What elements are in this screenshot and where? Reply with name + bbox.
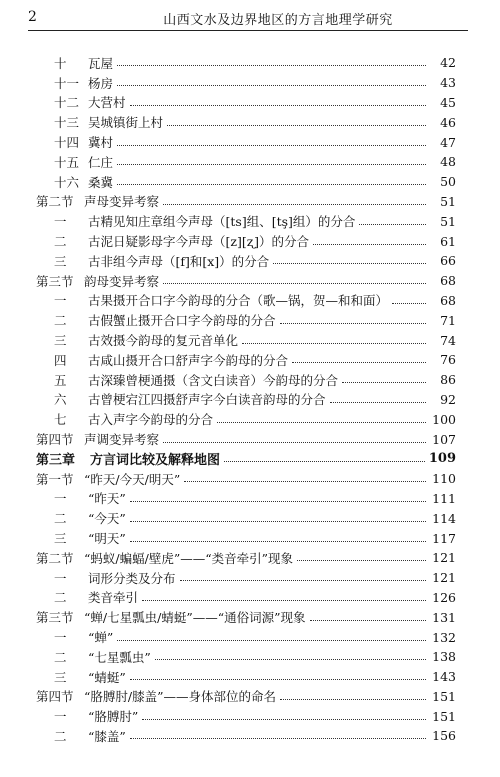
toc-entry-page: 76 [440,352,456,368]
toc-entry-number: 十三 [54,115,80,131]
toc-entry-number: 二 [54,234,67,250]
toc-subsection-entry[interactable] [36,330,456,350]
toc-entry-title: “蚂蚁/蝙蝠/壁虎”——“类音牵引”现象 [84,550,293,566]
dot-leader [297,560,426,561]
toc-entry-number: 一 [54,491,67,507]
dot-leader [217,422,426,423]
toc-entry-number: 一 [54,293,67,309]
dot-leader [130,679,426,680]
dot-leader [117,164,426,165]
toc-entry-title: “今天” [88,511,126,527]
toc-entry-number: 第三章 [36,453,76,469]
toc-entry-page: 50 [440,174,456,190]
toc-entry-page: 107 [432,431,456,447]
toc-entry-title: “昨天” [88,491,126,507]
toc-entry-number: 一 [54,214,67,230]
toc-entry-number: 十四 [54,135,80,151]
toc-entry-number: 第三节 [36,273,74,289]
toc-entry-title: 韵母变异考察 [84,273,160,289]
toc-entry-number: 十六 [54,174,80,190]
toc-entry-number: 三 [54,531,67,547]
toc-entry-number: 第三节 [36,610,74,626]
toc-entry-number: 二 [54,728,67,744]
toc-subsection-entry[interactable] [36,647,456,667]
dot-leader [163,442,426,443]
toc-entry-page: 117 [432,530,456,546]
toc-entry-title: 古曾梗宕江四摄舒声字今白读音韵母的分合 [88,392,326,408]
dot-leader [280,699,426,700]
dot-leader [184,481,426,482]
toc-entry-page: 43 [440,75,456,91]
dot-leader [130,738,426,739]
dot-leader [359,224,426,225]
toc-section-entry[interactable] [36,687,456,707]
dot-leader [142,600,426,601]
table-of-contents [36,53,456,746]
dot-leader [130,501,426,502]
dot-leader [167,125,426,126]
toc-entry-page: 156 [432,728,456,744]
dot-leader [313,244,426,245]
toc-entry-number: 十五 [54,154,80,170]
dot-leader [280,323,426,324]
toc-entry-page: 74 [440,332,456,348]
toc-entry-title: 声调变异考察 [84,432,160,448]
dot-leader [330,402,426,403]
toc-entry-title: 古非组今声母（[f]和[x]）的分合 [88,253,270,269]
dot-leader [292,362,426,363]
toc-entry-page: 111 [432,490,456,506]
toc-entry-page: 66 [440,253,456,269]
toc-entry-title: “蝉/七星瓢虫/蜻蜓”——“通俗词源”现象 [84,610,306,626]
dot-leader [273,263,426,264]
toc-entry-page: 68 [440,292,456,308]
toc-entry-number: 十二 [54,95,80,111]
running-title: 山西文水及边界地区的方言地理学研究 [163,13,393,28]
toc-entry-page: 51 [440,193,456,209]
dot-leader [180,580,426,581]
toc-entry-number: 三 [54,669,67,685]
toc-entry-title: 词形分类及分布 [88,570,176,586]
toc-entry-number: 第二节 [36,194,74,210]
toc-subsection-entry[interactable] [36,409,456,429]
toc-subsection-entry[interactable] [36,172,456,192]
dot-leader [130,105,426,106]
toc-section-entry[interactable] [36,469,456,489]
toc-subsection-entry[interactable] [36,489,456,509]
toc-subsection-entry[interactable] [36,132,456,152]
toc-entry-title: 古效摄今韵母的复元音单化 [88,333,239,349]
toc-entry-page: 138 [432,649,456,665]
toc-entry-title: 古假蟹止摄开合口字今韵母的分合 [88,313,276,329]
page-number: 2 [28,9,37,25]
toc-entry-page: 71 [440,312,456,328]
toc-chapter-entry[interactable] [36,449,456,469]
toc-subsection-entry[interactable] [36,528,456,548]
toc-entry-number: 十一 [54,75,80,91]
toc-entry-number: 七 [54,412,67,428]
dot-leader [117,184,426,185]
toc-entry-number: 一 [54,709,67,725]
toc-entry-number: 二 [54,313,67,329]
toc-entry-title: 仁庄 [88,154,114,170]
toc-entry-title: 古咸山摄开合口舒声字今韵母的分合 [88,352,289,368]
toc-subsection-entry[interactable] [36,152,456,172]
toc-entry-page: 42 [440,55,456,71]
toc-entry-title: 冀村 [88,135,114,151]
dot-leader [163,283,426,284]
toc-subsection-entry[interactable] [36,211,456,231]
toc-entry-title: 杨房 [88,75,114,91]
toc-entry-number: 一 [54,570,67,586]
dot-leader [130,521,426,522]
toc-subsection-entry[interactable] [36,726,456,746]
toc-subsection-entry[interactable] [36,291,456,311]
dot-leader [117,85,426,86]
dot-leader [224,461,425,462]
toc-section-entry[interactable] [36,607,456,627]
toc-entry-title: “蜻蜓” [88,669,126,685]
toc-entry-title: “明天” [88,531,126,547]
toc-subsection-entry[interactable] [36,390,456,410]
toc-subsection-entry[interactable] [36,370,456,390]
toc-entry-page: 121 [432,570,456,586]
toc-entry-title: 吴城镇街上村 [88,115,164,131]
dot-leader [117,640,426,641]
dot-leader [163,204,426,205]
toc-entry-page: 126 [432,589,456,605]
toc-entry-page: 131 [432,609,456,625]
toc-entry-number: 一 [54,630,67,645]
dot-leader [155,659,426,660]
toc-entry-number: 二 [54,649,67,665]
toc-subsection-entry[interactable] [36,508,456,528]
toc-entry-title: 古果摄开合口字今韵母的分合（歌—锅，贺—和和面） [88,293,389,309]
toc-entry-number: 二 [54,511,67,527]
toc-entry-title: “胳膊肘” [88,709,139,725]
toc-entry-number: 三 [54,333,67,349]
toc-entry-title: “膝盖” [88,728,126,744]
toc-entry-page: 68 [440,273,456,289]
dot-leader [242,343,426,344]
toc-subsection-entry[interactable] [36,251,456,271]
toc-subsection-entry[interactable] [36,231,456,251]
toc-entry-page: 86 [440,372,456,388]
toc-entry-page: 114 [432,510,456,526]
dot-leader [310,620,427,621]
dot-leader [130,541,426,542]
toc-subsection-entry[interactable] [36,588,456,608]
toc-entry-number: 二 [54,590,67,606]
toc-entry-title: 大营村 [88,95,126,111]
toc-section-entry[interactable] [36,548,456,568]
dot-leader [142,719,426,720]
dot-leader [117,145,426,146]
toc-entry-title: 桑冀 [88,174,114,190]
toc-entry-number: 十 [54,55,67,71]
toc-entry-page: 143 [432,669,456,685]
toc-subsection-entry[interactable] [36,53,456,73]
toc-subsection-entry[interactable] [36,627,456,647]
dot-leader [392,303,426,304]
toc-section-entry[interactable] [36,271,456,291]
toc-subsection-entry[interactable] [36,706,456,726]
toc-entry-title: 古入声字今韵母的分合 [88,412,214,428]
toc-entry-number: 六 [54,392,67,408]
toc-entry-page: 121 [432,550,456,566]
dot-leader [342,382,426,383]
toc-entry-number: 第一节 [36,471,74,487]
toc-subsection-entry[interactable] [36,112,456,132]
toc-entry-page: 48 [440,154,456,170]
toc-entry-title: “七星瓢虫” [88,649,151,665]
toc-entry-page: 151 [432,688,456,704]
toc-entry-page: 61 [440,233,456,249]
toc-entry-page: 47 [440,134,456,150]
toc-entry-number: 三 [54,253,67,269]
toc-subsection-entry[interactable] [36,350,456,370]
toc-entry-title: 古深臻曾梗通摄（含文白读音）今韵母的分合 [88,372,339,388]
toc-entry-page: 100 [432,411,456,427]
toc-subsection-entry[interactable] [36,667,456,687]
toc-entry-page: 132 [432,629,456,645]
toc-subsection-entry[interactable] [36,310,456,330]
toc-entry-title: “胳膊肘/膝盖”——身体部位的命名 [84,689,276,705]
toc-entry-number: 第二节 [36,550,74,566]
toc-entry-title: “昨天/今天/明天” [84,471,181,487]
toc-subsection-entry[interactable] [36,568,456,588]
toc-entry-page: 51 [440,213,456,229]
toc-entry-number: 第四节 [36,432,74,448]
toc-entry-page: 151 [432,708,456,724]
toc-entry-title: 瓦屋 [88,55,114,71]
toc-entry-title: “蝉” [88,630,114,645]
toc-section-entry[interactable] [36,429,456,449]
toc-entry-title: 方言词比较及解释地图 [90,453,221,469]
toc-subsection-entry[interactable] [36,73,456,93]
toc-entry-number: 五 [54,372,67,388]
toc-entry-number: 四 [54,352,67,368]
toc-section-entry[interactable] [36,192,456,212]
toc-subsection-entry[interactable] [36,93,456,113]
toc-entry-page: 45 [440,94,456,110]
toc-entry-page: 109 [428,451,456,467]
toc-entry-title: 古泥日疑影母字今声母（[z][ʐ]）的分合 [88,234,310,250]
toc-entry-page: 46 [440,114,456,130]
toc-entry-page: 110 [432,471,456,487]
toc-entry-title: 古精见知庄章组今声母（[ts]组、[tş]组）的分合 [88,214,356,230]
toc-entry-number: 第四节 [36,689,74,705]
toc-entry-page: 92 [440,391,456,407]
dot-leader [117,65,426,66]
page-header [28,8,468,31]
toc-entry-title: 声母变异考察 [84,194,160,210]
toc-entry-title: 类音牵引 [88,590,139,606]
